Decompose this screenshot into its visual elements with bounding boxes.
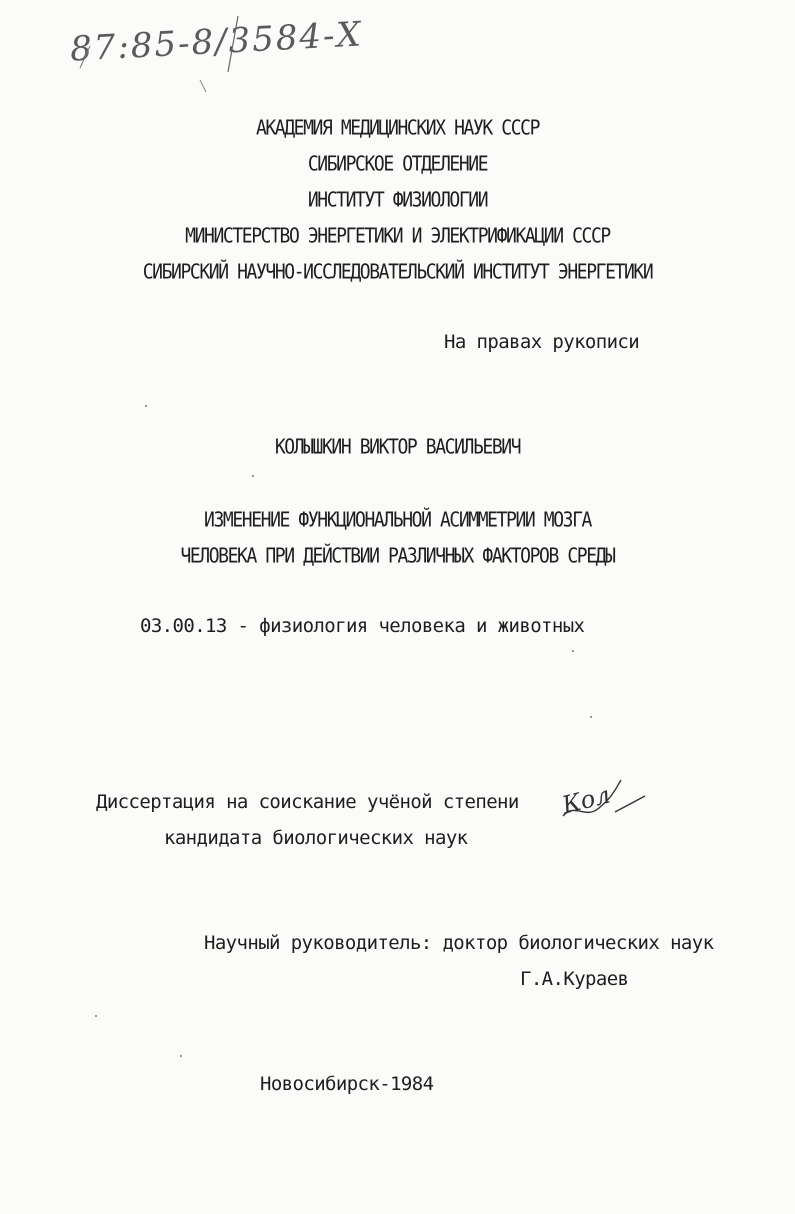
header-line-research-institute: СИБИРСКИЙ НАУЧНО-ИССЛЕДОВАТЕЛЬСКИЙ ИНСТИТУТ ЭНЕРГЕТИКИ [142,260,653,285]
dissertation-title-line-2: ЧЕЛОВЕКА ПРИ ДЕЙСТВИИ РАЗЛИЧНЫХ ФАКТОРОВ СРЕДЫ [180,544,615,569]
supervisor-name: Г.А.Кураев [520,968,629,990]
scan-speck [180,1055,182,1057]
specialty-code: 03.00.13 - физиология человека и животных [140,615,585,637]
signature-flourish-icon [555,772,655,832]
degree-line-2: кандидата биологических наук [164,827,468,849]
header-line-branch: СИБИРСКОЕ ОТДЕЛЕНИЕ [307,152,488,177]
author-signature: Кол [559,780,613,820]
scan-speck [145,405,147,407]
scan-speck [590,716,592,718]
dissertation-title-line-1: ИЗМЕНЕНИЕ ФУНКЦИОНАЛЬНОЙ АСИММЕТРИИ МОЗГА [204,508,591,533]
city-year: Новосибирск-1984 [260,1073,434,1095]
header-line-academy: АКАДЕМИЯ МЕДИЦИНСКИХ НАУК СССР [255,116,540,141]
degree-line-1: Диссертация на соискание учёной степени [96,791,519,813]
header-line-ministry: МИНИСТЕРСТВО ЭНЕРГЕТИКИ И ЭЛЕКТРИФИКАЦИИ СССР [185,224,610,249]
handwritten-archive-code: 87:85-8/3584-Х [69,14,364,70]
scan-speck [252,475,254,477]
rights-note: На правах рукописи [444,331,640,353]
header-line-institute: ИНСТИТУТ ФИЗИОЛОГИИ [307,188,488,213]
archive-code-strokes-icon [60,10,360,80]
scan-speck [572,650,574,652]
scan-speck [95,1015,97,1017]
supervisor-line: Научный руководитель: доктор биологических наук [204,932,714,954]
author-name: КОЛЫШКИН ВИКТОР ВАСИЛЬЕВИЧ [274,435,521,460]
